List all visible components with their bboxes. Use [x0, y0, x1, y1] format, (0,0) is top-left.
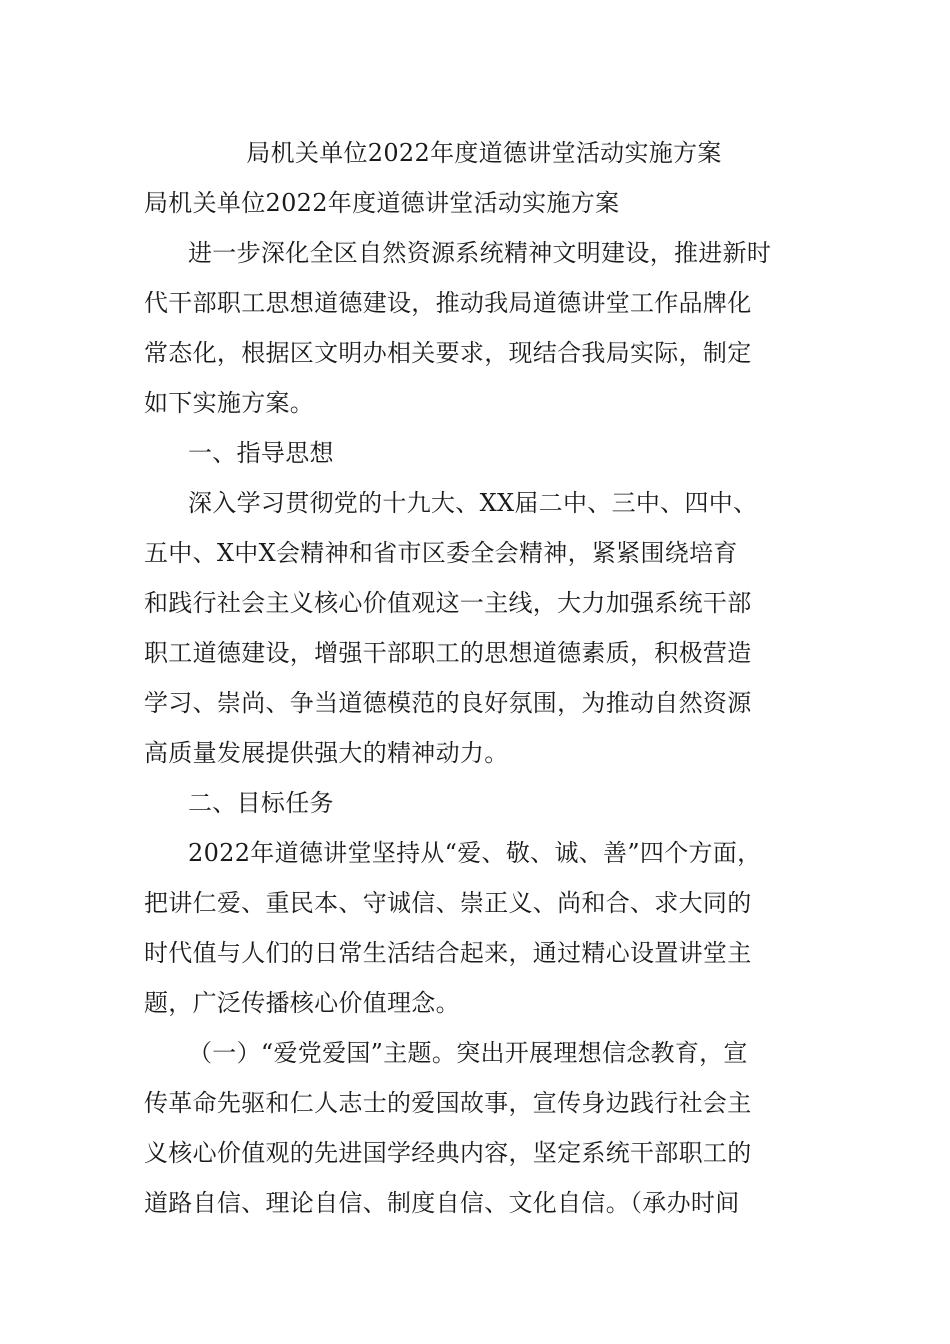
document-title: 局机关单位2022年度道德讲堂活动实施方案 — [246, 139, 722, 167]
paragraph-goals-line-4: 题，广泛传播核心价值理念。 — [144, 989, 460, 1017]
section-heading-guiding-thought: 一、指导思想 — [188, 439, 334, 467]
document-subtitle: 局机关单位2022年度道德讲堂活动实施方案 — [144, 189, 620, 217]
paragraph-guiding-line-4: 职工道德建设，增强干部职工的思想道德素质，积极营造 — [144, 639, 752, 667]
paragraph-guiding-line-1: 深入学习贯彻党的十九大、XX届二中、三中、四中、 — [188, 489, 758, 517]
paragraph-guiding-line-6: 高质量发展提供强大的精神动力。 — [144, 739, 509, 767]
paragraph-intro-line-3: 常态化，根据区文明办相关要求，现结合我局实际，制定 — [144, 339, 752, 367]
paragraph-theme-1-line-2: 传革命先驱和仁人志士的爱国故事，宣传身边践行社会主 — [144, 1089, 752, 1117]
paragraph-goals-line-1: 2022年道德讲堂坚持从“爱、敬、诚、善”四个方面， — [188, 839, 762, 867]
paragraph-theme-1-line-3: 义核心价值观的先进国学经典内容，坚定系统干部职工的 — [144, 1139, 752, 1167]
paragraph-theme-1-line-4: 道路自信、理论自信、制度自信、文化自信。（承办时间 — [144, 1189, 740, 1217]
paragraph-intro-line-1: 进一步深化全区自然资源系统精神文明建设，推进新时 — [188, 239, 772, 267]
paragraph-guiding-line-5: 学习、崇尚、争当道德模范的良好氛围，为推动自然资源 — [144, 689, 752, 717]
section-heading-goals: 二、目标任务 — [188, 789, 334, 817]
paragraph-guiding-line-3: 和践行社会主义核心价值观这一主线，大力加强系统干部 — [144, 589, 752, 617]
paragraph-goals-line-3: 时代值与人们的日常生活结合起来，通过精心设置讲堂主 — [144, 939, 752, 967]
paragraph-goals-line-2: 把讲仁爱、重民本、守诚信、崇正义、尚和合、求大同的 — [144, 889, 752, 917]
paragraph-intro-line-2: 代干部职工思想道德建设，推动我局道德讲堂工作品牌化 — [144, 289, 752, 317]
paragraph-intro-line-4: 如下实施方案。 — [144, 389, 315, 417]
document-body — [144, 128, 816, 1228]
paragraph-guiding-line-2: 五中、X中X会精神和省市区委全会精神，紧紧围绕培育 — [144, 539, 738, 567]
paragraph-theme-1-line-1: （一）“爱党爱国”主题。突出开展理想信念教育，宣 — [188, 1039, 748, 1067]
